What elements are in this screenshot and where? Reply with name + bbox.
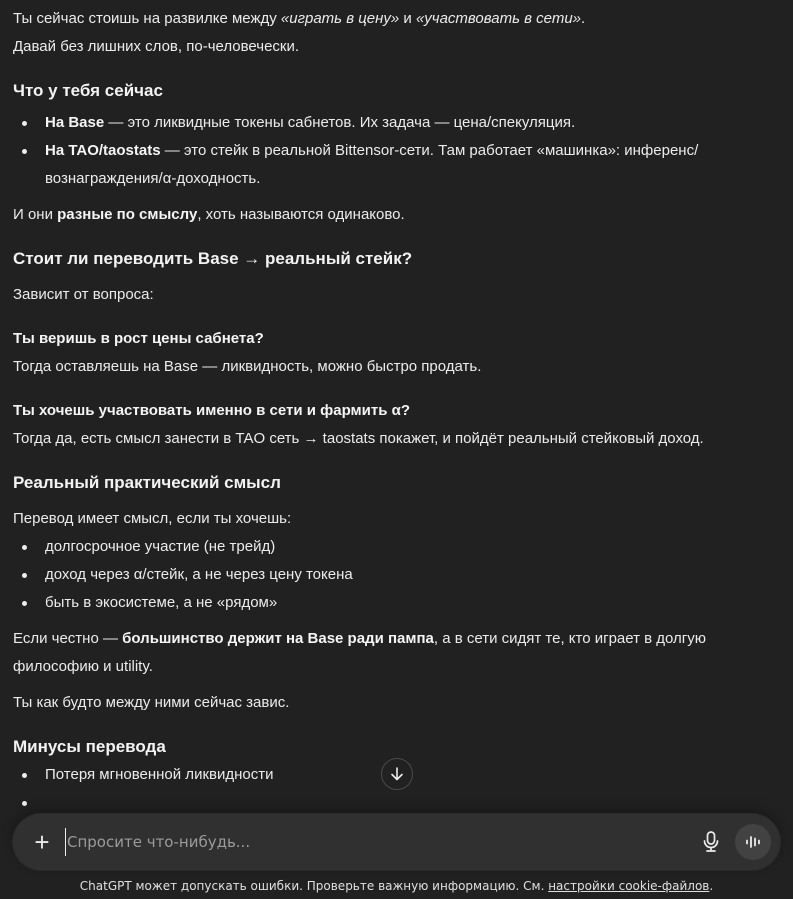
composer — [13, 814, 780, 870]
intro — [13, 5, 773, 61]
list-item: Потеря мгновенной ликвидности — [13, 761, 773, 789]
section1-list — [13, 109, 773, 193]
answer-1: Тогда оставляешь на Base — ликвидность, можно быстро продать. — [13, 358, 482, 375]
list-item — [13, 789, 773, 817]
scroll-to-bottom-button[interactable] — [381, 758, 413, 790]
section3-lead: Перевод имеет смысл, если ты хочешь: — [13, 510, 292, 527]
list-item: долгосрочное участие (не трейд) — [13, 533, 773, 561]
prompt-input[interactable] — [65, 828, 667, 856]
honest-note: Если честно — большинство держит на Base ради пампа, а в сети сидят те, кто играет в долгую философию и utility. — [13, 630, 707, 675]
question-1: Ты веришь в рост цены сабнета? — [13, 330, 264, 347]
section1-note: И они разные по смыслу, хоть называются одинаково. — [13, 206, 405, 223]
answer-2: Тогда да, есть смысл занести в TAO сеть → taostats покажет, и пойдёт реальный стейковый доход. — [13, 430, 704, 447]
list-item: На TAO/taostats — это стейк в реальной Bittensor-сети. Там работает «машинка»: инференс/вознаграждения/α-доходность. — [13, 137, 773, 193]
section-heading: Стоит ли переводить Base → реальный стейк? — [13, 249, 413, 268]
voice-waveform-icon — [744, 833, 762, 851]
intro-line-1: Ты сейчас стоишь на развилке между «играть в цену» и «участвовать в сети». — [13, 10, 586, 27]
stuck-note: Ты как будто между ними сейчас завис. — [13, 694, 290, 711]
dictate-button[interactable] — [701, 830, 721, 854]
section2-lead: Зависит от вопроса: — [13, 286, 154, 303]
plus-icon: + — [34, 827, 50, 857]
section-heading: Минусы перевода — [13, 737, 166, 756]
microphone-icon — [701, 830, 721, 854]
add-attachment-button[interactable] — [31, 828, 53, 856]
question-2: Ты хочешь участвовать именно в сети и фармить α? — [13, 402, 410, 419]
arrow-down-icon — [389, 766, 405, 782]
section3-list — [13, 533, 773, 617]
list-item: быть в экосистеме, а не «рядом» — [13, 589, 773, 617]
voice-mode-button[interactable] — [735, 824, 771, 860]
cookie-settings-link[interactable]: настройки cookie-файлов — [548, 879, 710, 893]
list-item: На Base — это ликвидные токены сабнетов. Их задача — цена/спекуляция. — [13, 109, 773, 137]
assistant-message — [13, 5, 773, 817]
section-heading: Реальный практический смысл — [13, 473, 281, 492]
section-heading: Что у тебя сейчас — [13, 81, 163, 100]
disclaimer: ChatGPT может допускать ошибки. Проверьте важную информацию. См. настройки cookie-файлов. — [79, 879, 714, 893]
list-item: доход через α/стейк, а не через цену токена — [13, 561, 773, 589]
intro-line-2: Давай без лишних слов, по-человечески. — [13, 38, 300, 55]
